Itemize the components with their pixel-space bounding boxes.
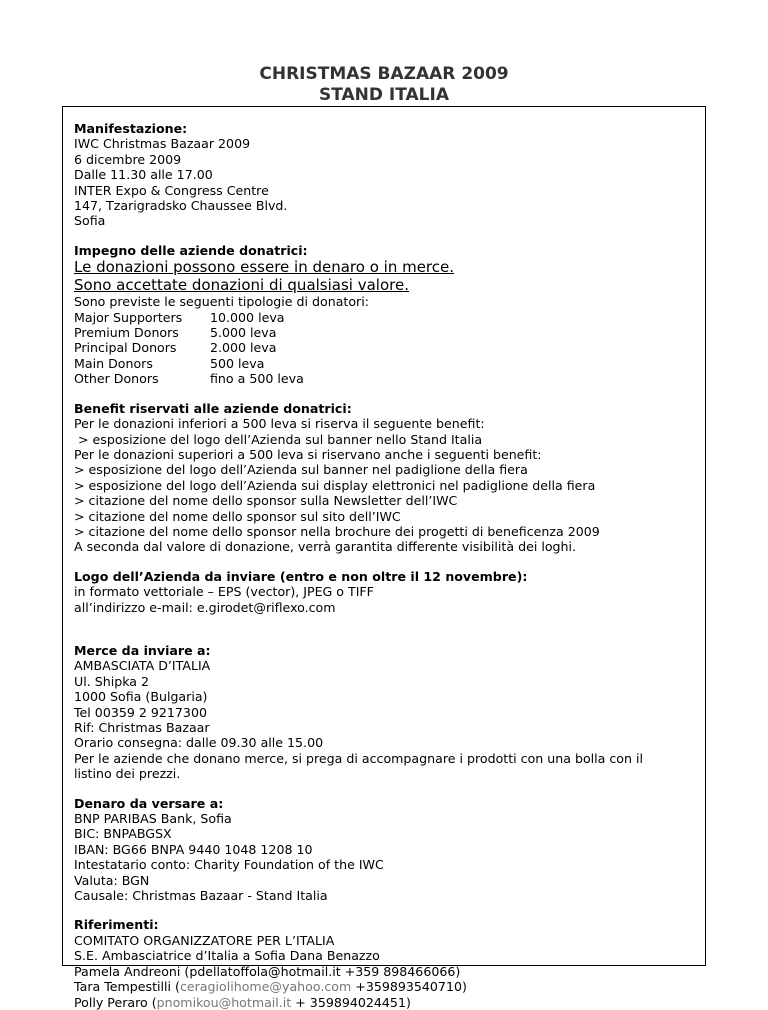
text-line: 6 dicembre 2009 bbox=[74, 151, 182, 167]
section-logo bbox=[74, 569, 705, 615]
heading-manifestazione: Manifestazione: bbox=[74, 121, 188, 136]
contact-phone: +359893540710) bbox=[351, 979, 467, 995]
heading-logo: Logo dell’Azienda da inviare (entro e non oltre il 12 novembre): bbox=[74, 568, 528, 584]
text-line: Valuta: BGN bbox=[74, 872, 150, 888]
donor-row bbox=[74, 356, 705, 371]
benefit-line: > citazione del nome dello sponsor nella brochure dei progetti di beneficenza 2009 bbox=[74, 523, 600, 539]
text-line: in formato vettoriale – EPS (vector), JPEG o TIFF bbox=[74, 584, 374, 600]
title-line-2: STAND ITALIA bbox=[318, 85, 449, 105]
contact-phone: + 359894024451) bbox=[291, 994, 411, 1010]
benefit-line: Per le donazioni inferiori a 500 leva si riserva il seguente benefit: bbox=[74, 416, 485, 432]
contact-line: Pamela Andreoni (pdellatoffola@hotmail.it +359 898466066) bbox=[74, 963, 461, 979]
heading-benefit: Benefit riservati alle aziende donatrici: bbox=[74, 400, 352, 416]
text-line: Ul. Shipka 2 bbox=[74, 673, 149, 689]
section-manifestazione bbox=[74, 121, 705, 229]
donor-row bbox=[74, 340, 705, 355]
text-line: AMBASCIATA D’ITALIA bbox=[74, 658, 211, 674]
benefit-line: Per le donazioni superiori a 500 leva si riservano anche i seguenti benefit: bbox=[74, 446, 542, 462]
text-line: Dalle 11.30 alle 17.00 bbox=[74, 167, 213, 183]
donor-row bbox=[74, 325, 705, 340]
donation-note-2: Sono accettate donazioni di qualsiasi valore. bbox=[74, 276, 409, 295]
text-line: BNP PARIBAS Bank, Sofia bbox=[74, 811, 232, 827]
section-merce bbox=[74, 643, 705, 782]
donor-name: Premium Donors bbox=[74, 325, 179, 341]
donor-name: Other Donors bbox=[74, 371, 159, 387]
benefit-line: > citazione del nome dello sponsor sul sito dell’IWC bbox=[74, 508, 401, 524]
donor-row bbox=[74, 371, 705, 386]
text-line: Sofia bbox=[74, 213, 106, 229]
text-line: COMITATO ORGANIZZATORE PER L’ITALIA bbox=[74, 932, 335, 948]
contact-line bbox=[74, 995, 705, 1010]
text-line: 1000 Sofia (Bulgaria) bbox=[74, 689, 208, 705]
merce-note: Per le aziende che donano merce, si prega di accompagnare i prodotti con una bolla con il listino dei prezzi. bbox=[74, 750, 643, 782]
donor-amount: 10.000 leva bbox=[210, 309, 285, 325]
heading-impegno: Impegno delle aziende donatrici: bbox=[74, 242, 308, 258]
benefit-line: A seconda dal valore di donazione, verrà garantita differente visibilità dei loghi. bbox=[74, 539, 577, 555]
donor-row bbox=[74, 310, 705, 325]
contact-name: Polly Peraro ( bbox=[74, 994, 157, 1010]
donor-intro: Sono previste le seguenti tipologie di donatori: bbox=[74, 294, 369, 310]
text-line: Intestatario conto: Charity Foundation of the IWC bbox=[74, 857, 384, 873]
contact-line bbox=[74, 979, 705, 994]
text-line: BIC: BNPABGSX bbox=[74, 826, 172, 842]
donor-name: Principal Donors bbox=[74, 340, 177, 356]
heading-riferimenti: Riferimenti: bbox=[74, 917, 159, 933]
document-title bbox=[0, 64, 768, 106]
section-riferimenti bbox=[74, 917, 705, 1009]
benefit-line: > esposizione del logo dell’Azienda sul banner nel padiglione della fiera bbox=[74, 462, 528, 478]
donation-note-1: Le donazioni possono essere in denaro o in merce. bbox=[74, 258, 455, 277]
email-link[interactable]: pnomikou@hotmail.it bbox=[156, 994, 292, 1010]
donor-name: Major Supporters bbox=[74, 309, 183, 325]
benefit-line: > citazione del nome dello sponsor sulla Newsletter dell’IWC bbox=[74, 493, 458, 509]
benefit-line: > esposizione del logo dell’Azienda sul banner nello Stand Italia bbox=[74, 431, 483, 447]
benefit-line: > esposizione del logo dell’Azienda sui display elettronici nel padiglione della fiera bbox=[74, 477, 596, 493]
donor-amount: 500 leva bbox=[210, 355, 265, 371]
info-box bbox=[62, 106, 706, 1010]
section-benefit bbox=[74, 401, 705, 555]
section-denaro bbox=[74, 796, 705, 904]
text-line: IBAN: BG66 BNPA 9440 1048 1208 10 bbox=[74, 841, 313, 857]
text-line: Causale: Christmas Bazaar - Stand Italia bbox=[74, 888, 328, 904]
email-line: all’indirizzo e-mail: e.girodet@riflexo.com bbox=[74, 599, 336, 615]
section-impegno bbox=[74, 243, 705, 387]
text-line: INTER Expo & Congress Centre bbox=[74, 182, 269, 198]
text-line: Rif: Christmas Bazaar bbox=[74, 720, 210, 735]
donor-amount: fino a 500 leva bbox=[210, 371, 304, 387]
donor-name: Main Donors bbox=[74, 355, 153, 371]
heading-merce: Merce da inviare a: bbox=[74, 642, 211, 658]
spacer bbox=[74, 629, 705, 643]
text-line: IWC Christmas Bazaar 2009 bbox=[74, 136, 251, 152]
email-link[interactable]: ceragiolihome@yahoo.com bbox=[179, 979, 352, 995]
text-line: S.E. Ambasciatrice d’Italia a Sofia Dana Benazzo bbox=[74, 948, 380, 964]
text-line: Tel 00359 2 9217300 bbox=[74, 704, 207, 720]
donor-amount: 5.000 leva bbox=[210, 325, 277, 341]
contact-name: Tara Tempestilli ( bbox=[74, 979, 180, 995]
heading-denaro: Denaro da versare a: bbox=[74, 795, 224, 811]
title-line-1: CHRISTMAS BAZAAR 2009 bbox=[259, 64, 509, 84]
text-line: Orario consegna: dalle 09.30 alle 15.00 bbox=[74, 735, 324, 751]
donor-amount: 2.000 leva bbox=[210, 340, 277, 356]
text-line: 147, Tzarigradsko Chaussee Blvd. bbox=[74, 198, 288, 214]
